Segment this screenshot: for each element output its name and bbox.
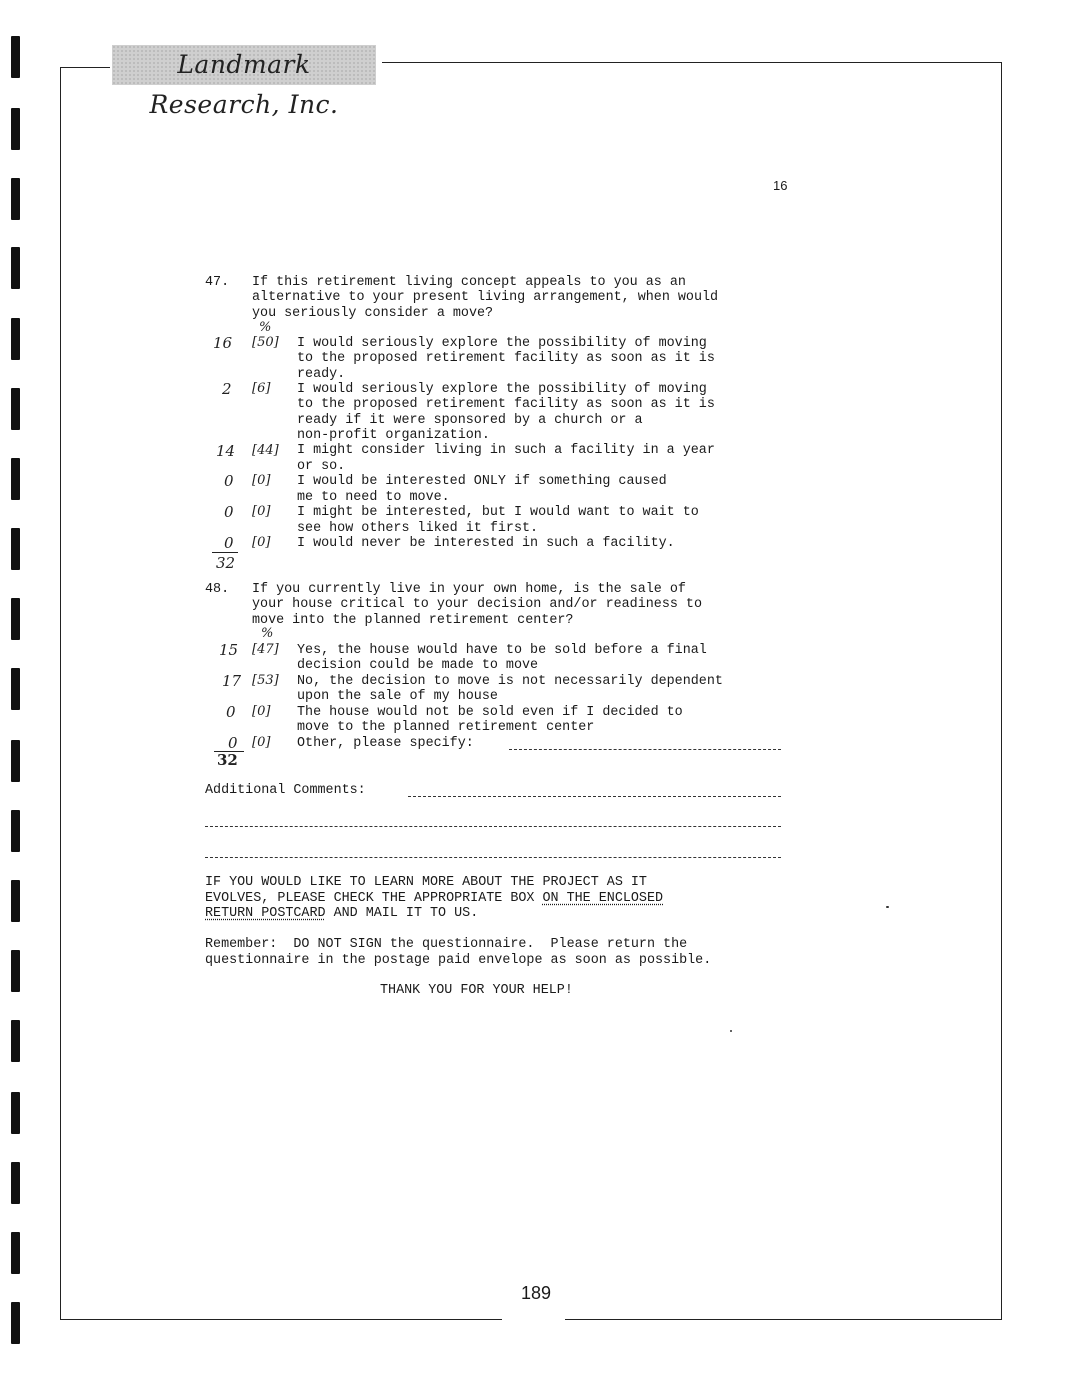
frame-rule (382, 62, 1002, 63)
handwritten-count: 0 (224, 472, 234, 490)
handwritten-percent: [53] (252, 673, 279, 688)
option-text-line: Other, please specify: (297, 736, 474, 751)
handwritten-percent: [0] (252, 473, 271, 488)
comment-line (205, 826, 781, 827)
option-text-line: The house would not be sold even if I decided to (297, 705, 683, 720)
page-number: 16 (773, 178, 788, 193)
total-rule (212, 552, 238, 553)
handwritten-total: 32 (216, 554, 236, 572)
option-text-line: ready if it were sponsored by a church or a (297, 413, 643, 428)
frame-rule (60, 67, 110, 68)
binder-hole (11, 1092, 20, 1134)
binder-hole (11, 740, 20, 782)
binder-hole (11, 178, 20, 220)
binder-hole (11, 108, 20, 150)
binder-hole (11, 668, 20, 710)
option-text-line: Yes, the house would have to be sold before a final (297, 643, 707, 658)
binder-hole (11, 1020, 20, 1062)
frame-rule (60, 1319, 502, 1320)
remember-line: questionnaire in the postage paid envelope as soon as possible. (205, 953, 712, 968)
handwritten-percent: [0] (252, 535, 271, 550)
notice-line (205, 891, 663, 906)
binder-hole (11, 388, 20, 430)
option-text-line: move to the planned retirement center (297, 720, 595, 735)
company-logo: Landmark Research, Inc. (112, 45, 376, 85)
folio-number: 189 (521, 1283, 552, 1303)
question-number: 48. (205, 582, 230, 597)
question-text-line: move into the planned retirement center? (252, 613, 574, 628)
frame-rule (60, 67, 61, 1320)
stray-mark (886, 906, 889, 908)
frame-rule (1001, 62, 1002, 1320)
handwritten-count: 15 (219, 641, 239, 659)
option-text-line: see how others liked it first. (297, 521, 539, 536)
comments-label: Additional Comments: (205, 783, 366, 798)
comment-line (408, 796, 781, 797)
question-text-line: If you currently live in your own home, is the sale of (252, 582, 686, 597)
binder-hole (11, 1302, 20, 1344)
option-text-line: or so. (297, 459, 346, 474)
binder-hole (11, 318, 20, 360)
question-text-line: If this retirement living concept appeals to you as an (252, 275, 686, 290)
handwritten-percent: [44] (252, 443, 279, 458)
specify-answer-line (509, 749, 781, 750)
question-number: 47. (205, 275, 230, 290)
binder-hole (11, 36, 20, 78)
handwritten-count: 2 (222, 380, 232, 398)
handwritten-percent: [47] (252, 642, 279, 657)
option-text-line: to the proposed retirement facility as soon as it is (297, 351, 715, 366)
notice-text: AND MAIL IT TO US. (325, 906, 479, 921)
option-text-line: upon the sale of my house (297, 689, 498, 704)
option-text-line: No, the decision to move is not necessarily dependent (297, 674, 723, 689)
binder-hole (11, 810, 20, 852)
handwritten-count: 17 (222, 672, 242, 690)
notice-line (205, 906, 478, 921)
stray-mark (730, 1030, 732, 1032)
binder-hole (11, 880, 20, 922)
option-text-line: I might consider living in such a facility in a year (297, 443, 715, 458)
handwritten-percent: [0] (252, 735, 271, 750)
handwritten-count: 16 (213, 334, 233, 352)
handwritten-count: 0 (224, 534, 234, 552)
option-text-line: I would be interested ONLY if something caused (297, 474, 667, 489)
binder-hole (11, 950, 20, 992)
option-text-line: ready. (297, 367, 346, 382)
option-text-line: to the proposed retirement facility as soon as it is (297, 397, 715, 412)
notice-emphasis: ON THE ENCLOSED (542, 891, 664, 906)
handwritten-percent: [0] (252, 704, 271, 719)
binder-hole (11, 528, 20, 570)
handwritten-count: 0 (228, 734, 238, 752)
option-text-line: decision could be made to move (297, 658, 539, 673)
handwritten-percent: [6] (252, 381, 271, 396)
handwritten-count: 0 (226, 703, 236, 721)
frame-rule (565, 1319, 1002, 1320)
handwritten-total: 32 (217, 751, 238, 769)
option-text-line: I might be interested, but I would want to wait to (297, 505, 699, 520)
remember-line: Remember: DO NOT SIGN the questionnaire. Please return the (205, 937, 688, 952)
option-text-line: I would seriously explore the possibility of moving (297, 336, 707, 351)
binder-hole (11, 1232, 20, 1274)
option-text-line: me to need to move. (297, 490, 450, 505)
handwritten-percent: [50] (252, 335, 279, 350)
question-text-line: your house critical to your decision and/or readiness to (252, 597, 702, 612)
option-text-line: non-profit organization. (297, 428, 490, 443)
binder-hole (11, 247, 20, 289)
notice-text: EVOLVES, PLEASE CHECK THE APPROPRIATE BOX (205, 891, 543, 906)
percent-header: % (259, 320, 272, 335)
notice-line: IF YOU WOULD LIKE TO LEARN MORE ABOUT THE PROJECT AS IT (205, 875, 647, 890)
percent-header: % (261, 626, 274, 641)
question-text-line: alternative to your present living arrangement, when would (252, 290, 719, 305)
handwritten-percent: [0] (252, 504, 271, 519)
binder-hole (11, 1162, 20, 1204)
binder-hole (11, 598, 20, 640)
binder-hole (11, 458, 20, 500)
notice-emphasis: RETURN POSTCARD (205, 906, 326, 921)
comment-line (205, 857, 781, 858)
thank-you-text: THANK YOU FOR YOUR HELP! (380, 983, 573, 998)
question-text-line: you seriously consider a move? (252, 306, 494, 321)
option-text-line: I would seriously explore the possibility of moving (297, 382, 707, 397)
handwritten-count: 0 (224, 503, 234, 521)
option-text-line: I would never be interested in such a facility. (297, 536, 675, 551)
handwritten-count: 14 (216, 442, 236, 460)
